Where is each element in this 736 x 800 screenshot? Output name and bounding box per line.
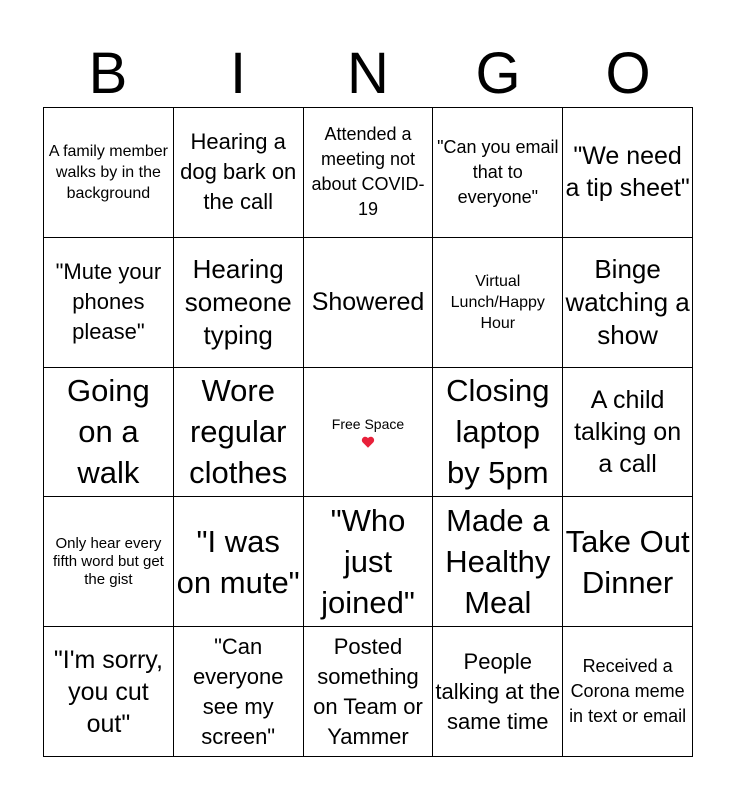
bingo-cell[interactable] bbox=[304, 238, 434, 368]
cell-text: Hearing a dog bark on the call bbox=[180, 129, 297, 215]
bingo-cell[interactable] bbox=[44, 627, 174, 757]
cell-text: "I was on mute" bbox=[176, 523, 300, 600]
header-letter-b: B bbox=[88, 41, 128, 106]
bingo-cell[interactable] bbox=[174, 368, 304, 498]
cell-text: Virtual Lunch/Happy Hour bbox=[450, 272, 545, 332]
header-letter-o: O bbox=[605, 41, 651, 106]
bingo-cell[interactable] bbox=[304, 497, 434, 627]
bingo-cell[interactable] bbox=[563, 108, 693, 238]
bingo-cell[interactable] bbox=[174, 627, 304, 757]
cell-text: Closing laptop by 5pm bbox=[446, 373, 550, 491]
bingo-cell[interactable] bbox=[44, 368, 174, 498]
cell-text: A child talking on a call bbox=[574, 385, 682, 478]
bingo-cell[interactable] bbox=[433, 108, 563, 238]
bingo-board bbox=[43, 107, 693, 757]
free-space-cell[interactable] bbox=[304, 368, 434, 498]
cell-text: "Mute your phones please" bbox=[55, 259, 162, 345]
cell-text: Wore regular clothes bbox=[189, 373, 288, 491]
cell-text: Take Out Dinner bbox=[565, 523, 690, 600]
cell-text: "Can you email that to everyone" bbox=[437, 136, 559, 207]
cell-text: Received a Corona meme in text or email bbox=[569, 656, 687, 727]
bingo-cell[interactable] bbox=[44, 238, 174, 368]
bingo-cell[interactable] bbox=[433, 368, 563, 498]
header-letter-n: N bbox=[347, 41, 389, 106]
cell-text: "Can everyone see my screen" bbox=[192, 633, 284, 749]
bingo-cell[interactable] bbox=[563, 368, 693, 498]
bingo-cell[interactable] bbox=[433, 627, 563, 757]
cell-text: Hearing someone typing bbox=[184, 253, 292, 350]
bingo-cell[interactable] bbox=[174, 108, 304, 238]
heart-icon bbox=[361, 435, 375, 449]
cell-text: Made a Healthy Meal bbox=[445, 503, 551, 621]
cell-text: Showered bbox=[311, 288, 425, 317]
cell-text: Only hear every fifth word but get the gist bbox=[52, 534, 164, 588]
free-space bbox=[332, 415, 404, 449]
bingo-cell[interactable] bbox=[174, 238, 304, 368]
bingo-header bbox=[43, 40, 693, 108]
cell-text: "Who just joined" bbox=[321, 503, 415, 621]
bingo-cell[interactable] bbox=[433, 497, 563, 627]
cell-text: Posted something on Team or Yammer bbox=[313, 633, 423, 749]
cell-text: Binge watching a show bbox=[565, 253, 690, 350]
bingo-cell[interactable] bbox=[174, 497, 304, 627]
bingo-cell[interactable] bbox=[563, 497, 693, 627]
cell-text: Going on a walk bbox=[67, 373, 150, 491]
header-letter-i: I bbox=[229, 41, 247, 106]
cell-text: A family member walks by in the background bbox=[48, 142, 168, 202]
cell-text: Attended a meeting not about COVID-19 bbox=[311, 124, 425, 220]
bingo-cell[interactable] bbox=[44, 497, 174, 627]
bingo-cell[interactable] bbox=[304, 627, 434, 757]
cell-text: People talking at the same time bbox=[435, 648, 561, 734]
header-letter-g: G bbox=[475, 41, 521, 106]
bingo-cell[interactable] bbox=[433, 238, 563, 368]
bingo-cell[interactable] bbox=[563, 627, 693, 757]
bingo-cell[interactable] bbox=[304, 108, 434, 238]
free-space-label: Free Space bbox=[331, 415, 405, 432]
cell-text: "We need a tip sheet" bbox=[565, 142, 690, 203]
cell-text: "I'm sorry, you cut out" bbox=[53, 645, 163, 738]
bingo-cell[interactable] bbox=[44, 108, 174, 238]
bingo-cell[interactable] bbox=[563, 238, 693, 368]
